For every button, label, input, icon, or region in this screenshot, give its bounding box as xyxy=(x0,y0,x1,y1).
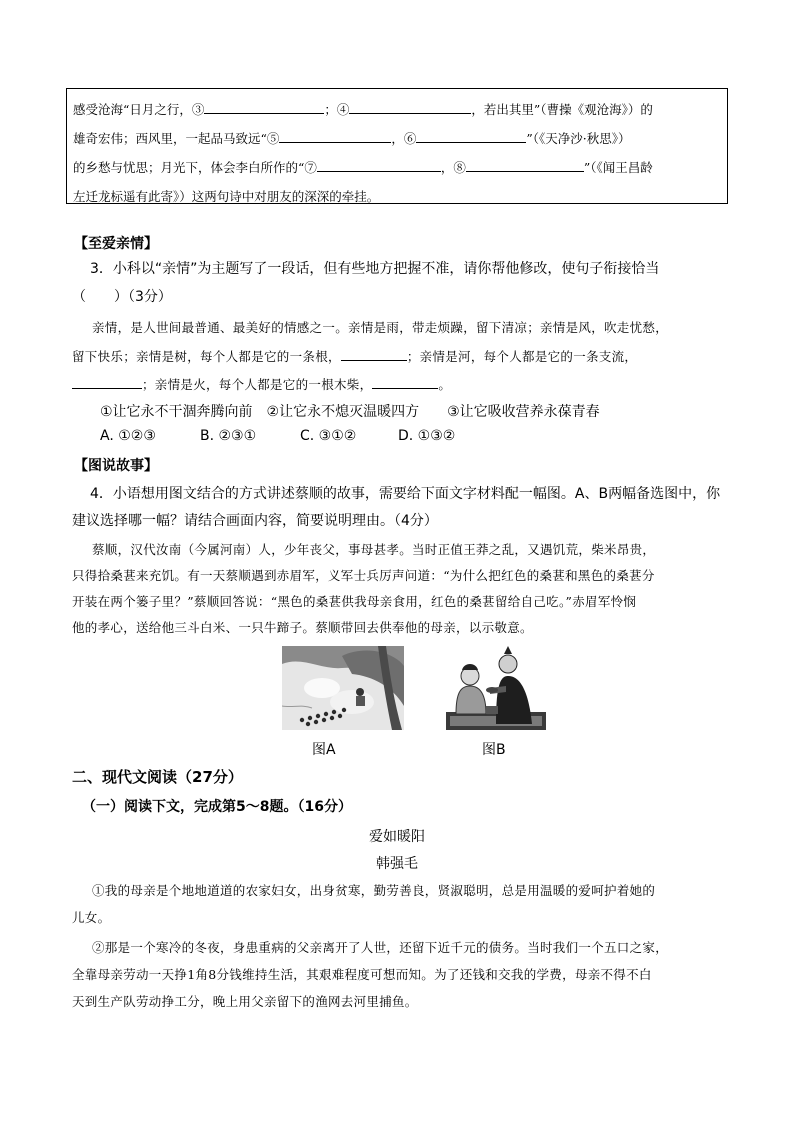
blank-q3-1[interactable] xyxy=(341,346,407,361)
article-para1-line1: ①我的母亲是个地地道道的农家妇女，出身贫寒，勤劳善良，贤淑聪明，总是用温暖的爱呵护着她的 xyxy=(92,883,656,898)
heading-tushuo: 【图说故事】 xyxy=(74,458,158,474)
box-line-4: 左迁龙标遥有此寄》）这两句诗中对朋友的深深的牵挂。 xyxy=(73,189,380,204)
story-line-4: 他的孝心，送给他三斗白米、一只牛蹄子。蔡顺带回去供奉他的母亲，以示敬意。 xyxy=(72,620,533,635)
article-title: 爱如暖阳 xyxy=(369,829,425,845)
article-para2-line3: 天到生产队劳动挣工分，晚上用父亲留下的渔网去河里捕鱼。 xyxy=(72,994,418,1009)
article-para2-line2: 全靠母亲劳动一天挣1角8分钱维持生活，其艰难程度可想而知。为了还钱和交我的学费，母亲不得不白 xyxy=(72,967,652,982)
question-3-score: （ ）（3分） xyxy=(72,289,172,305)
para-qinqing-1: 亲情，是人世间最普通、最美好的情感之一。亲情是雨，带走烦躁，留下清凉；亲情是风，吹走忧愁， xyxy=(92,320,669,335)
question-3: 3．小科以“亲情”为主题写了一段话，但有些地方把握不准，请你帮他修改，使句子衔接恰当 xyxy=(90,261,660,277)
story-line-2: 只得拾桑葚来充饥。有一天蔡顺遇到赤眉军，义军士兵厉声问道：“为什么把红色的桑葚和黑色的桑葚分 xyxy=(72,568,655,583)
blank-3[interactable] xyxy=(204,99,324,114)
figure-b-caption: 图B xyxy=(482,742,506,758)
choice-c[interactable]: C. ③①② xyxy=(300,428,357,444)
figure-a-caption: 图A xyxy=(312,742,336,758)
figure-a-illustration xyxy=(282,646,404,730)
choice-b[interactable]: B. ②③① xyxy=(200,428,257,444)
story-line-3: 开装在两个篓子里？”蔡顺回答说：“黑色的桑葚供我母亲食用，红色的桑葚留给自己吃。”赤眉军怜悯 xyxy=(72,594,637,609)
figure-b-illustration xyxy=(446,646,546,730)
question-4-line1: 4．小语想用图文结合的方式讲述蔡顺的故事，需要给下面文字材料配一幅图。A、B两幅备选图中，你 xyxy=(90,486,721,502)
section-two-subheading: （一）阅读下文，完成第5～8题。（16分） xyxy=(82,799,352,815)
blank-6[interactable] xyxy=(416,128,526,143)
question-4-line2: 建议选择哪一幅？请结合画面内容，简要说明理由。（4分） xyxy=(72,513,438,529)
blank-4[interactable] xyxy=(349,99,471,114)
box-line-2: 雄奇宏伟；西风里，一起品马致远“⑤ ，⑥ ”（《天净沙·秋思》） xyxy=(73,124,719,153)
section-two-heading: 二、现代文阅读（27分） xyxy=(72,768,243,786)
blank-8[interactable] xyxy=(466,157,584,172)
blank-q3-3[interactable] xyxy=(372,374,438,389)
story-line-1: 蔡顺，汉代汝南（今属河南）人，少年丧父，事母甚孝。当时正值王莽之乱，又遇饥荒，柴米昂贵， xyxy=(92,542,656,557)
choice-d[interactable]: D. ①③② xyxy=(398,428,456,444)
poetry-fill-box xyxy=(66,88,728,204)
box-line-1: 感受沧海“日月之行，③ ；④ ，若出其里”（曹操《观沧海》）的 xyxy=(73,95,719,124)
article-para1-line2: 儿女。 xyxy=(72,910,111,925)
para-qinqing-2: 留下快乐；亲情是树，每个人都是它的一条根， ；亲情是河，每个人都是它的一条支流， xyxy=(72,346,637,365)
options-line: ①让它永不干涸奔腾向前 ②让它永不熄灭温暖四方 ③让它吸收营养永葆青春 xyxy=(100,404,600,420)
choice-a[interactable]: A. ①②③ xyxy=(100,428,156,444)
blank-5[interactable] xyxy=(279,128,391,143)
box-line-3: 的乡愁与忧思；月光下，体会李白所作的“⑦ ，⑧ ”（《闻王昌龄 xyxy=(73,153,719,182)
para-qinqing-3: ；亲情是火，每个人都是它的一根木柴， 。 xyxy=(72,374,451,393)
blank-7[interactable] xyxy=(317,157,441,172)
article-para2-line1: ②那是一个寒冷的冬夜，身患重病的父亲离开了人世，还留下近千元的债务。当时我们一个五口之家， xyxy=(92,940,669,955)
heading-qinqing: 【至爱亲情】 xyxy=(74,236,158,252)
blank-q3-2[interactable] xyxy=(72,374,142,389)
article-author: 韩强毛 xyxy=(376,856,418,872)
